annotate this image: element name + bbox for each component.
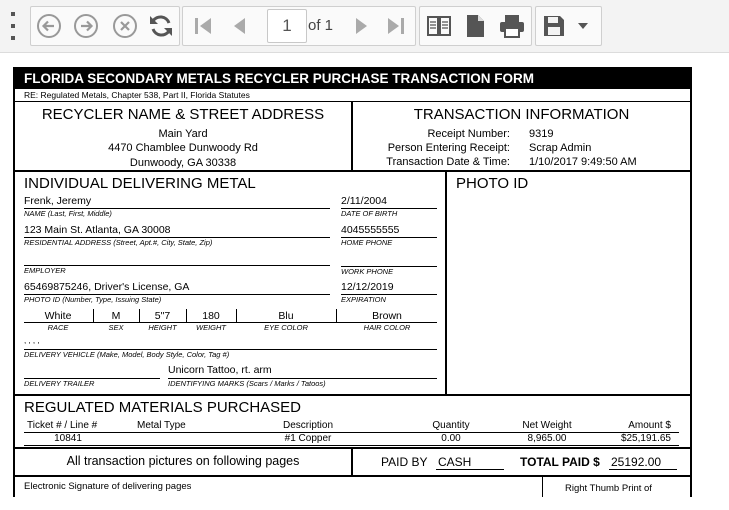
weight-value: 180 <box>202 310 220 322</box>
transaction-date-value: 1/10/2017 9:49:50 AM <box>529 156 637 168</box>
refresh-button[interactable] <box>143 7 179 45</box>
purchase-transaction-form <box>13 67 692 497</box>
form-title: FLORIDA SECONDARY METALS RECYCLER PURCHASE TRANSACTION FORM <box>15 69 690 89</box>
back-button[interactable] <box>31 7 67 45</box>
name-field-label: NAME (Last, First, Middle) <box>24 209 112 218</box>
hair-color-field-label: HAIR COLOR <box>363 323 411 332</box>
stop-button[interactable] <box>107 7 143 45</box>
export-dropdown-button[interactable] <box>568 7 598 45</box>
col-description: Description <box>282 420 334 431</box>
row-quantity: 0.00 <box>441 433 461 444</box>
report-page <box>0 56 729 494</box>
page-number-input[interactable]: 1 <box>267 9 307 43</box>
dob-field-label: DATE OF BIRTH <box>341 209 398 218</box>
dropdown-arrow-icon <box>577 22 589 30</box>
row-amount: $25,191.65 <box>620 433 671 444</box>
row-net-weight: 8,965.00 <box>527 433 567 444</box>
photo-id-area <box>456 195 684 391</box>
height-field-label: HEIGHT <box>148 323 177 332</box>
recycler-address-line2: Dunwoody, GA 30338 <box>129 157 237 169</box>
race-value: White <box>44 310 72 322</box>
stop-icon <box>112 13 138 39</box>
page-count-label: of 1 <box>308 17 334 34</box>
receipt-number-label: Receipt Number: <box>427 128 510 140</box>
photo-id-number: 65469875246, Driver's License, GA <box>24 281 190 293</box>
identifying-marks-value: Unicorn Tattoo, rt. arm <box>168 364 272 376</box>
thumb-print-label: Right Thumb Print of <box>565 483 652 494</box>
col-ticket-line: Ticket # / Line # <box>27 420 98 431</box>
date-of-birth: 2/11/2004 <box>341 195 387 207</box>
total-paid-label: TOTAL PAID $ <box>520 455 600 469</box>
refresh-icon <box>147 12 175 40</box>
delivery-vehicle-field-label: DELIVERY VEHICLE (Make, Model, Body Style, Color, Tag #) <box>24 350 230 359</box>
first-page-icon <box>191 14 215 38</box>
signature-label: Electronic Signature of delivering pages <box>24 481 192 492</box>
transaction-heading: TRANSACTION INFORMATION <box>413 106 630 123</box>
weight-field-label: WEIGHT <box>196 323 226 332</box>
two-page-view-icon <box>426 14 452 38</box>
eye-color-field-label: EYE COLOR <box>264 323 308 332</box>
paid-by-label: PAID BY <box>381 455 428 469</box>
form-subtitle: RE: Regulated Metals, Chapter 538, Part II, Florida Statutes <box>24 90 250 100</box>
navigation-group <box>30 6 180 46</box>
col-metal-type: Metal Type <box>137 420 186 431</box>
sex-value: M <box>111 310 121 322</box>
sex-field-label: SEX <box>108 323 124 332</box>
person-entering-label: Person Entering Receipt: <box>387 142 510 154</box>
paid-by-value: CASH <box>438 455 472 469</box>
single-page-icon <box>464 13 486 39</box>
individual-name: Frenk, Jeremy <box>24 195 92 207</box>
row-ticket: 10841 <box>54 433 82 444</box>
home-phone-field-label: HOME PHONE <box>341 238 393 247</box>
previous-page-button[interactable] <box>221 7 257 45</box>
residential-address: 123 Main St. Atlanta, GA 30008 <box>24 224 171 236</box>
previous-page-icon <box>227 14 251 38</box>
photo-id-heading: PHOTO ID <box>456 175 529 192</box>
delivery-vehicle-value: , , , , <box>24 336 40 345</box>
save-button[interactable] <box>536 7 572 45</box>
save-icon <box>542 14 566 38</box>
address-field-label: RESIDENTIAL ADDRESS (Street, Apt.#, City, State, Zip) <box>24 238 213 247</box>
recycler-heading: RECYCLER NAME & STREET ADDRESS <box>41 106 325 123</box>
print-icon <box>498 13 526 39</box>
print-button[interactable] <box>494 7 530 45</box>
home-phone: 4045555555 <box>341 224 400 236</box>
row-description: #1 Copper <box>284 433 332 444</box>
forward-button[interactable] <box>68 7 104 45</box>
two-page-view-button[interactable] <box>421 7 457 45</box>
toolbar-grip-handle[interactable] <box>11 12 15 40</box>
view-group <box>419 6 532 46</box>
report-viewer-toolbar <box>0 0 729 53</box>
individual-heading: INDIVIDUAL DELIVERING METAL <box>24 175 256 192</box>
forward-icon <box>73 13 99 39</box>
col-quantity: Quantity <box>432 420 470 431</box>
race-field-label: RACE <box>47 323 69 332</box>
transaction-date-label: Transaction Date & Time: <box>386 156 510 168</box>
next-page-button[interactable] <box>344 7 380 45</box>
height-value: 5"7 <box>154 310 171 322</box>
hair-color-value: Brown <box>372 310 402 322</box>
id-expiration: 12/12/2019 <box>341 281 394 293</box>
eye-color-value: Blu <box>278 310 294 322</box>
last-page-button[interactable] <box>378 7 414 45</box>
work-phone-field-label: WORK PHONE <box>341 267 394 276</box>
employer-field-label: EMPLOYER <box>24 266 66 275</box>
recycler-address-line1: 4470 Chamblee Dunwoody Rd <box>108 142 258 154</box>
total-paid-value: 25192.00 <box>611 455 662 469</box>
identifying-marks-field-label: IDENTIFYING MARKS (Scars / Marks / Tatoos) <box>168 379 326 388</box>
next-page-icon <box>350 14 374 38</box>
receipt-number-value: 9319 <box>529 128 554 140</box>
first-page-button[interactable] <box>185 7 221 45</box>
photo-id-field-label: PHOTO ID (Number, Type, Issuing State) <box>24 295 162 304</box>
single-page-button[interactable] <box>457 7 493 45</box>
recycler-name: Main Yard <box>158 128 208 140</box>
last-page-icon <box>384 14 408 38</box>
back-icon <box>36 13 62 39</box>
expiration-field-label: EXPIRATION <box>341 295 386 304</box>
delivery-trailer-field-label: DELIVERY TRAILER <box>24 379 95 388</box>
export-group <box>535 6 602 46</box>
materials-heading: REGULATED MATERIALS PURCHASED <box>24 399 301 416</box>
col-net-weight: Net Weight <box>522 420 572 431</box>
person-entering-value: Scrap Admin <box>529 142 592 154</box>
col-amount: Amount $ <box>628 420 671 431</box>
pictures-note: All transaction pictures on following pages <box>66 454 300 468</box>
